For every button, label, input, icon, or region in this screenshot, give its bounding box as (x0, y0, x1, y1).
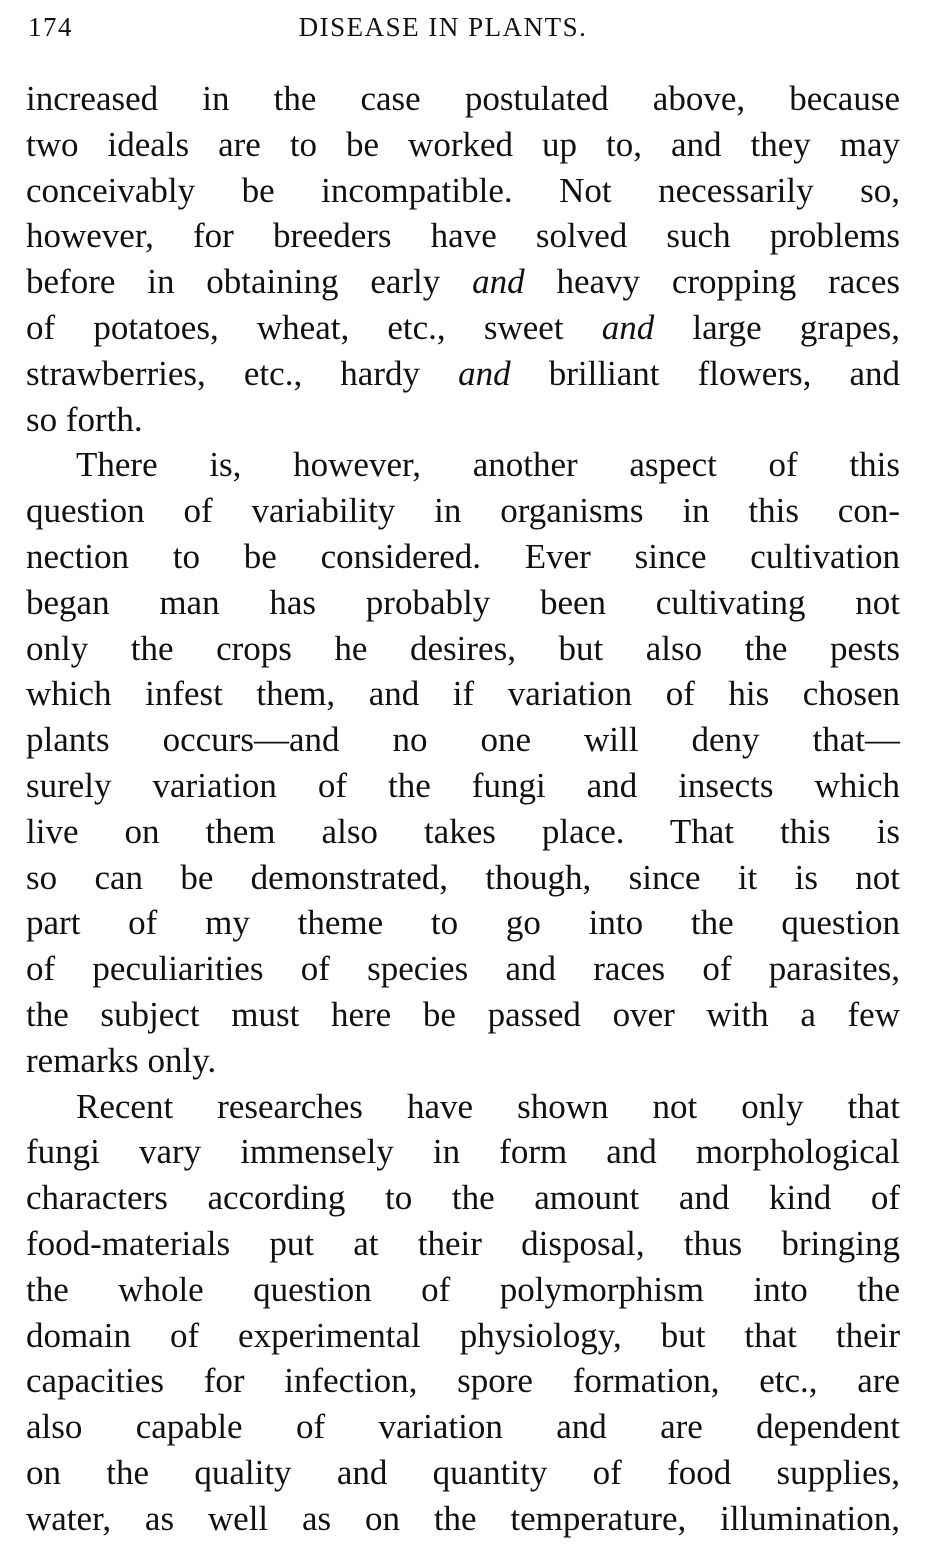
text-line: fungi vary immensely in form and morphological (26, 1132, 900, 1172)
text-span: strawberries, etc., hardy (26, 353, 459, 393)
paragraph (26, 442, 900, 1083)
text-line: domain of experimental physiology, but that their (26, 1315, 900, 1355)
text-line (26, 351, 900, 397)
body-text (26, 76, 900, 1542)
text-line: plants occurs—and no one will deny that— (26, 720, 900, 760)
text-line: however, for breeders have solved such problems (26, 216, 900, 256)
text-line: There is, however, another aspect of this (76, 445, 900, 485)
text-line: food-materials put at their disposal, thus bringing (26, 1223, 900, 1263)
page-header (28, 6, 898, 46)
text-line: question of variability in organisms in this con- (26, 491, 900, 531)
text-line: so can be demonstrated, though, since it is not (26, 857, 900, 897)
text-line: capacities for infection, spore formation, etc., are (26, 1361, 900, 1401)
text-span: brilliant flowers, and (510, 353, 900, 393)
text-line: so forth. (26, 399, 143, 439)
text-line: surely variation of the fungi and insects which (26, 765, 900, 805)
text-span: of potatoes, wheat, etc., sweet (26, 307, 602, 347)
text-line: conceivably be incompatible. Not necessarily so, (26, 170, 900, 210)
text-line: the subject must here be passed over with a few (26, 994, 900, 1034)
italic-text: and (601, 307, 655, 347)
text-line: remarks only. (26, 1040, 217, 1080)
text-span: heavy cropping races (524, 262, 900, 302)
text-line (26, 305, 900, 351)
text-span: large grapes, (654, 307, 900, 347)
text-line (26, 259, 900, 305)
running-title: DISEASE IN PLANTS. (298, 12, 588, 42)
text-line: of peculiarities of species and races of parasites, (26, 949, 900, 989)
text-line: Recent researches have shown not only that (76, 1086, 900, 1126)
text-line: only the crops he desires, but also the pests (26, 628, 900, 668)
text-line: water, as well as on the temperature, illumination, (26, 1498, 900, 1538)
paragraph (26, 76, 900, 442)
text-line: nection to be considered. Ever since cultivation (26, 536, 900, 576)
text-line: also capable of variation and are dependent (26, 1407, 900, 1447)
text-line: increased in the case postulated above, because (26, 79, 900, 118)
paragraph (26, 1084, 900, 1542)
italic-text: and (472, 262, 525, 302)
text-line: part of my theme to go into the question (26, 903, 900, 943)
text-line: characters according to the amount and kind of (26, 1178, 900, 1218)
text-line: two ideals are to be worked up to, and they may (26, 124, 900, 164)
text-line: on the quality and quantity of food supplies, (26, 1452, 900, 1492)
text-line: began man has probably been cultivating not (26, 582, 900, 622)
text-line: which infest them, and if variation of his chosen (26, 674, 900, 714)
page-number: 174 (28, 12, 73, 42)
text-span: before in obtaining early (26, 262, 473, 302)
text-line: the whole question of polymorphism into the (26, 1269, 900, 1309)
text-line: live on them also takes place. That this is (26, 811, 900, 851)
italic-text: and (458, 353, 511, 393)
